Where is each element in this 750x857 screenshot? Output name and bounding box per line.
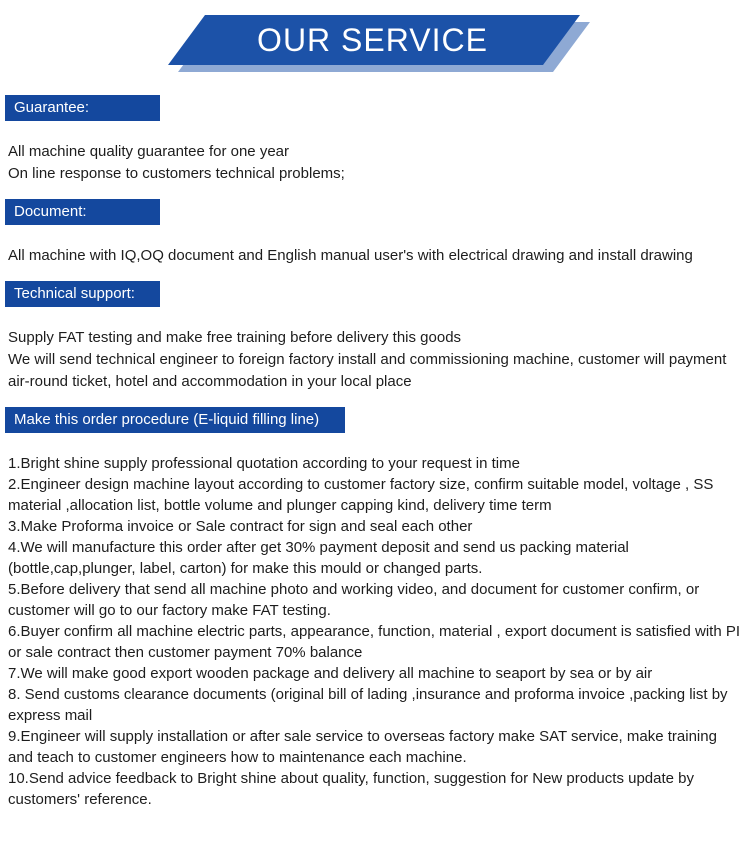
procedure-step: 5.Before delivery that send all machine photo and working video, and document for customer confirm, or customer will go to our factory make FAT testing.: [8, 581, 700, 619]
banner-title: OUR SERVICE: [257, 21, 488, 58]
document-line: All machine with IQ,OQ document and English manual user's with electrical drawing and install drawing: [8, 247, 693, 264]
section-heading-order-procedure: Make this order procedure (E-liquid filling line): [5, 407, 345, 433]
technical-support-line: Supply FAT testing and make free training before delivery this goods: [8, 329, 462, 346]
procedure-step: 9.Engineer will supply installation or after sale service to overseas factory make SAT service, make training and teach to customer engineers how to maintenance each machine.: [8, 728, 717, 766]
technical-support-line: We will send technical engineer to foreign factory install and commissioning machine, customer will payment air-round ticket, hotel and accommodation in your local place: [8, 351, 727, 390]
section-heading-document: Document:: [5, 199, 160, 225]
section-body-guarantee: [0, 141, 750, 185]
procedure-step: 4.We will manufacture this order after get 30% payment deposit and send us packing material (bottle,cap,plunger, label, carton) for make this mould or changed parts.: [8, 539, 629, 577]
section-body-document: [0, 245, 750, 267]
order-procedure-steps: [0, 453, 750, 810]
guarantee-line: On line response to customers technical problems;: [8, 165, 345, 182]
procedure-step: 2.Engineer design machine layout according to customer factory size, confirm suitable model, voltage , SS material ,allocation list, bottle volume and plunger capping kind, delivery time term: [8, 476, 714, 514]
procedure-step: 10.Send advice feedback to Bright shine about quality, function, suggestion for New products update by customers' reference.: [8, 770, 694, 808]
service-banner: [0, 0, 750, 81]
section-heading-technical-support: Technical support:: [5, 281, 160, 307]
procedure-step: 7.We will make good export wooden package and delivery all machine to seaport by sea or by air: [8, 665, 653, 682]
procedure-step: 1.Bright shine supply professional quotation according to your request in time: [8, 455, 520, 472]
section-body-technical-support: [0, 327, 750, 393]
procedure-step: 6.Buyer confirm all machine electric parts, appearance, function, material , export document is satisfied with PI or sale contract then customer payment 70% balance: [8, 623, 741, 661]
procedure-step: 8. Send customs clearance documents (original bill of lading ,insurance and proforma invoice ,packing list by express mail: [8, 686, 728, 724]
procedure-step: 3.Make Proforma invoice or Sale contract for sign and seal each other: [8, 518, 473, 535]
section-heading-guarantee: Guarantee:: [5, 95, 160, 121]
guarantee-line: All machine quality guarantee for one year: [8, 143, 290, 160]
